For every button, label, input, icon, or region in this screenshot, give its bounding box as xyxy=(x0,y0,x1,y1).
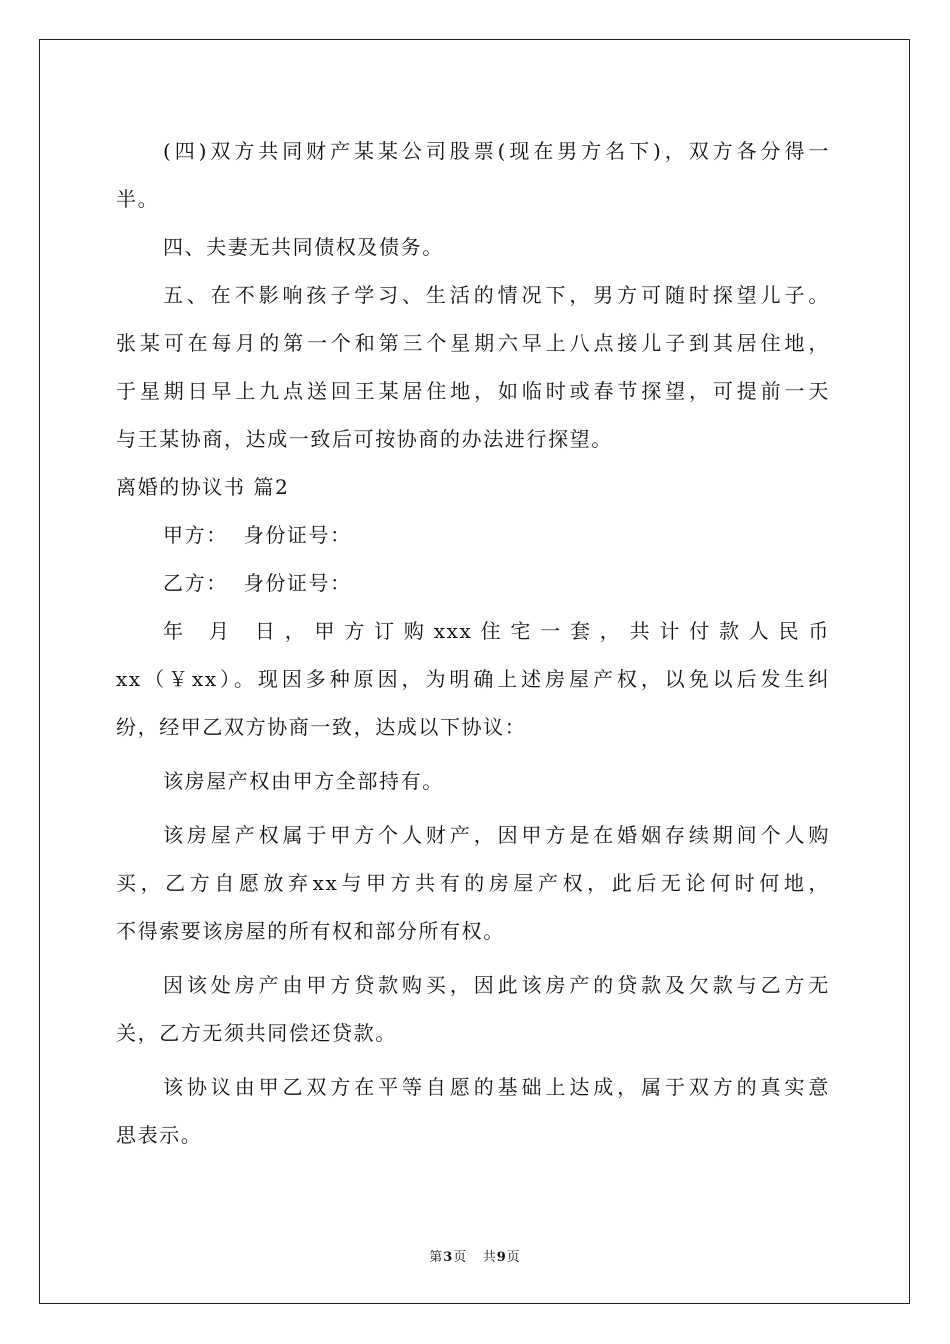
document-body xyxy=(116,127,830,1159)
paragraph-line: 买，乙方自愿放弃xx与甲方共有的房屋产权，此后无论何时何地， xyxy=(116,871,830,895)
paragraph-line: 四、夫妻无共同债权及债务。 xyxy=(163,235,444,259)
paragraph-line: 五、在不影响孩子学习、生活的情况下，男方可随时探望儿子。 xyxy=(163,283,830,307)
total-page-count: 9 xyxy=(496,1250,507,1265)
paragraph-line: (四)双方共同财产某某公司股票(现在男方名下)，双方各分得一 xyxy=(163,139,830,163)
footer-prefix: 第 xyxy=(429,1250,444,1265)
paragraph-line: 关，乙方无须共同偿还贷款。 xyxy=(116,1021,397,1045)
page-footer xyxy=(0,1246,950,1265)
paragraph-line: 张某可在每月的第一个和第三个星期六早上八点接儿子到其居住地， xyxy=(116,331,830,355)
paragraph-line: 思表示。 xyxy=(116,1123,203,1147)
paragraph-line: 因该处房产由甲方贷款购买，因此该房产的贷款及欠款与乙方无 xyxy=(163,973,830,997)
paragraph-line: 年 月 日，甲方订购xxx住宅一套，共计付款人民币 xyxy=(163,619,830,643)
footer-page-suffix: 页 xyxy=(453,1250,468,1265)
party-b-line: 乙方： 身份证号： xyxy=(163,571,352,595)
paragraph-line: 不得索要该房屋的所有权和部分所有权。 xyxy=(116,919,505,943)
paragraph-line: xx（￥xx）。现因多种原因，为明确上述房屋产权，以免以后发生纠 xyxy=(116,667,830,691)
footer-total-prefix: 共 xyxy=(482,1250,497,1265)
paragraph-line: 该房屋产权由甲方全部持有。 xyxy=(163,769,444,793)
paragraph-line: 该协议由甲乙双方在平等自愿的基础上达成，属于双方的真实意 xyxy=(163,1075,830,1099)
footer-total-suffix: 页 xyxy=(506,1250,521,1265)
paragraph-line: 与王某协商，达成一致后可按协商的办法进行探望。 xyxy=(116,427,613,451)
section-heading: 离婚的协议书 篇2 xyxy=(116,475,290,499)
current-page-number: 3 xyxy=(443,1250,454,1265)
party-a-line: 甲方： 身份证号： xyxy=(163,523,352,547)
paragraph-line: 纷，经甲乙双方协商一致，达成以下协议： xyxy=(116,715,527,739)
paragraph-line: 于星期日早上九点送回王某居住地，如临时或春节探望，可提前一天 xyxy=(116,379,830,403)
paragraph-line: 该房屋产权属于甲方个人财产，因甲方是在婚姻存续期间个人购 xyxy=(163,823,830,847)
paragraph-line: 半。 xyxy=(116,187,160,211)
